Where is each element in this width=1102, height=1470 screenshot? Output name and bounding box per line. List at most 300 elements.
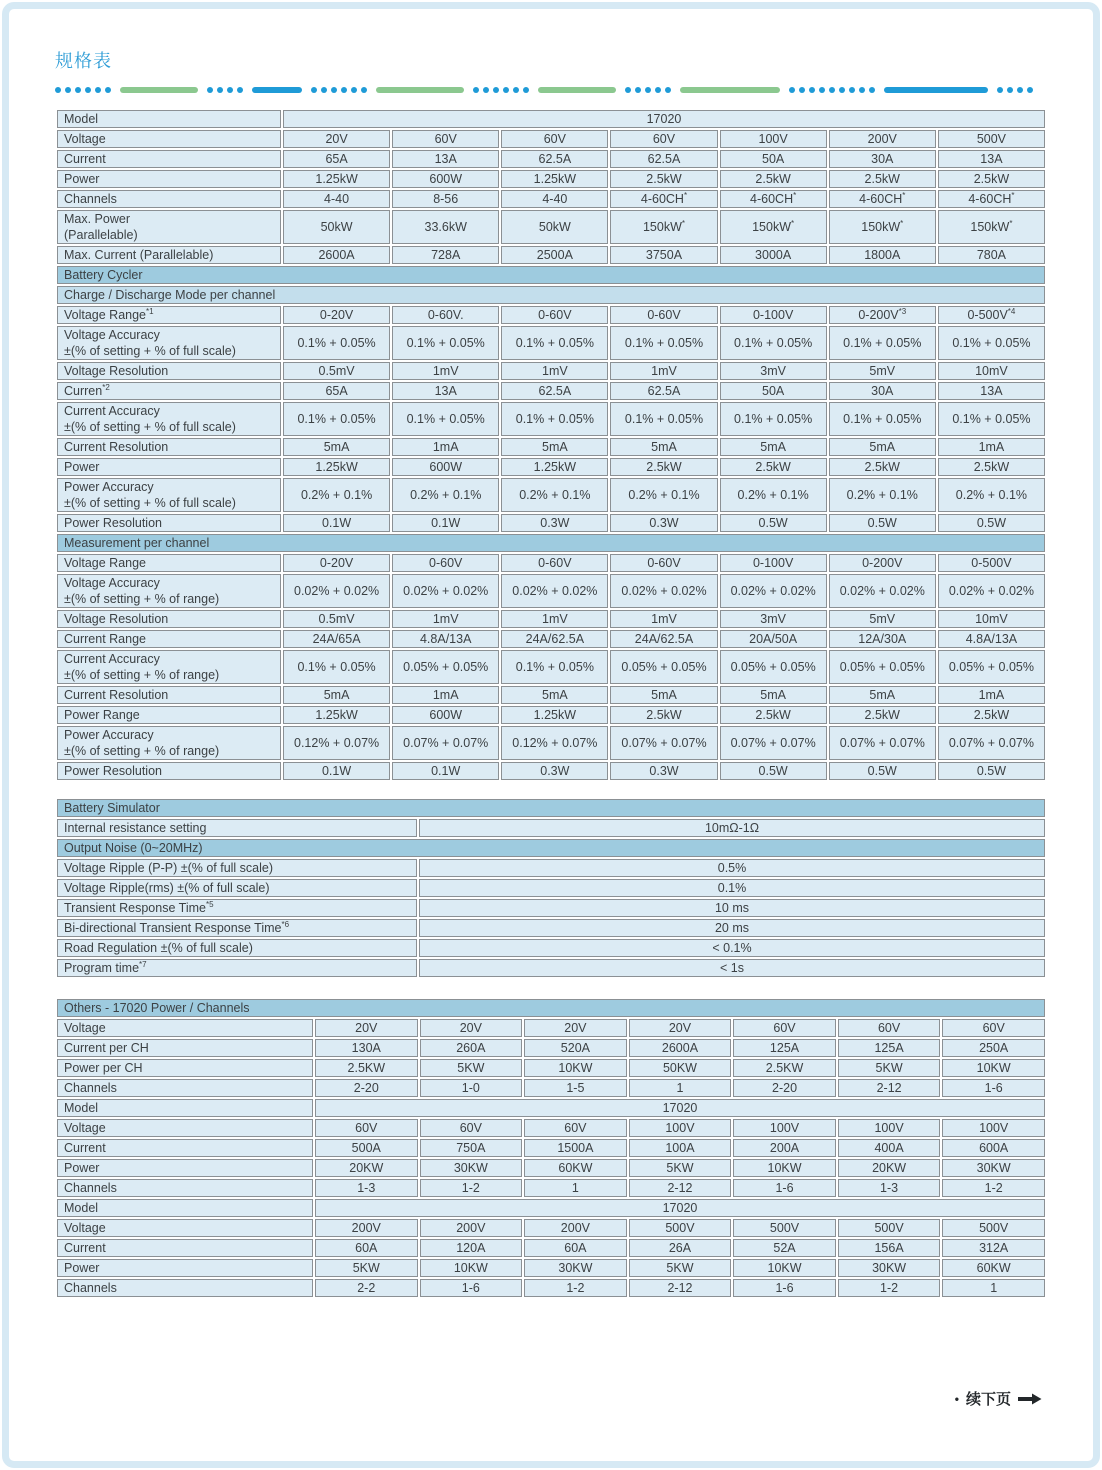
table-row <box>57 630 1045 648</box>
spec-value-cell: 0.1% + 0.05% <box>501 402 608 436</box>
spec-value-cell: 0-60V <box>610 306 717 324</box>
table-row <box>57 839 1045 857</box>
spec-value-cell: 0.1W <box>392 514 499 532</box>
spec-value-cell: 0.07% + 0.07% <box>829 726 936 760</box>
spec-value-cell: 24A/62.5A <box>610 630 717 648</box>
row-label-cell <box>57 959 417 977</box>
cell-text: 4-60CH <box>859 192 903 206</box>
spec-value-cell: 5KW <box>315 1259 418 1277</box>
spec-value-cell: 0-60V <box>501 554 608 572</box>
spec-value-cell: 0.05% + 0.05% <box>720 650 827 684</box>
table-row <box>57 1139 1045 1157</box>
spec-value-cell: 260A <box>420 1039 523 1057</box>
spec-value-cell: 1mA <box>392 438 499 456</box>
row-label-cell <box>57 899 417 917</box>
table-row <box>57 210 1045 244</box>
table-row <box>57 362 1045 380</box>
spec-value-cell: 0-20V <box>283 306 390 324</box>
spec-value-cell: 60V <box>392 130 499 148</box>
cell-text: Power Accuracy <box>64 728 154 742</box>
spec-value-cell: 200V <box>829 130 936 148</box>
spec-value-cell: 0.02% + 0.02% <box>283 574 390 608</box>
spec-value-cell: 0-60V. <box>392 306 499 324</box>
spec-value-cell: 600A <box>942 1139 1045 1157</box>
spec-value-cell: 125A <box>838 1039 941 1057</box>
cell-text: Power Accuracy <box>64 480 154 494</box>
spec-value-cell: 0.1% + 0.05% <box>610 402 717 436</box>
separator-dot <box>473 87 479 93</box>
spec-value-cell: 20KW <box>838 1159 941 1177</box>
spec-value-cell: 250A <box>942 1039 1045 1057</box>
spec-value-cell: 0.1% + 0.05% <box>501 650 608 684</box>
decorative-separator <box>55 86 1049 94</box>
spec-value-cell <box>720 210 827 244</box>
separator-dot <box>523 87 529 93</box>
spec-value-cell: 0.1% + 0.05% <box>829 402 936 436</box>
table-row <box>57 919 1045 937</box>
separator-dot <box>55 87 61 93</box>
spec-value-cell: 8-56 <box>392 190 499 208</box>
cell-text: Bi-directional Transient Response Time <box>64 921 282 935</box>
spec-value-cell: 0.2% + 0.1% <box>501 478 608 512</box>
separator-dot <box>1007 87 1013 93</box>
row-label-cell: Max. Current (Parallelable) <box>57 246 281 264</box>
cell-text-line2: ±(% of setting + % of range) <box>64 744 220 758</box>
row-label-cell: Power <box>57 1159 313 1177</box>
spec-value-cell: 10KW <box>733 1159 836 1177</box>
footnote-marker: * <box>900 218 904 228</box>
spec-value-cell: 10KW <box>420 1259 523 1277</box>
row-label-cell: Current per CH <box>57 1039 313 1057</box>
spec-value-cell: 0.2% + 0.1% <box>720 478 827 512</box>
separator-dot <box>513 87 519 93</box>
spec-value-cell: 0.12% + 0.07% <box>501 726 608 760</box>
table-row <box>57 110 1045 128</box>
spec-value-cell: 0.07% + 0.07% <box>720 726 827 760</box>
separator-dot <box>65 87 71 93</box>
spec-value-cell <box>829 190 936 208</box>
table-row <box>57 610 1045 628</box>
row-label-cell: Current Resolution <box>57 686 281 704</box>
footnote-marker: * <box>793 190 797 200</box>
spec-value-cell: 0.3W <box>501 762 608 780</box>
spec-value-cell: 1-6 <box>420 1279 523 1297</box>
table-row <box>57 819 1045 837</box>
spec-value-cell: 0.02% + 0.02% <box>610 574 717 608</box>
cell-text: Program time <box>64 961 140 975</box>
spec-value-cell: 0.02% + 0.02% <box>392 574 499 608</box>
spec-value-cell: 50A <box>720 382 827 400</box>
spec-value-cell: 200V <box>524 1219 627 1237</box>
separator-dot <box>1017 87 1023 93</box>
separator-dot <box>635 87 641 93</box>
subsection-header: Charge / Discharge Mode per channel <box>57 286 1045 304</box>
table-row <box>57 246 1045 264</box>
cell-text: 4-60CH <box>968 192 1012 206</box>
spec-value-cell: 5KW <box>838 1059 941 1077</box>
table-row <box>57 799 1045 817</box>
spec-value-cell: 20V <box>315 1019 418 1037</box>
spec-value-cell: 60V <box>733 1019 836 1037</box>
merged-value-cell: 17020 <box>315 1099 1045 1117</box>
table-row <box>57 959 1045 977</box>
merged-value-cell: 0.1% <box>419 879 1045 897</box>
spec-value-cell: 0-500V <box>938 554 1045 572</box>
row-label-cell: Power per CH <box>57 1059 313 1077</box>
footnote-marker: *5 <box>205 899 214 909</box>
spec-value-cell: 0.12% + 0.07% <box>283 726 390 760</box>
spec-value-cell: 0.2% + 0.1% <box>283 478 390 512</box>
spec-value-cell: 0-20V <box>283 554 390 572</box>
spec-value-cell: 5mA <box>829 686 936 704</box>
cell-text: Voltage Range <box>64 308 147 322</box>
cell-text-line2: (Parallelable) <box>64 228 138 242</box>
spec-value-cell: 0.5mV <box>283 362 390 380</box>
spec-value-cell: 5KW <box>420 1059 523 1077</box>
spec-value-cell: 2.5kW <box>938 706 1045 724</box>
spec-value-cell: 52A <box>733 1239 836 1257</box>
row-label-cell <box>57 402 281 436</box>
spec-value-cell: 2600A <box>629 1039 732 1057</box>
spec-value-cell: 500V <box>733 1219 836 1237</box>
spec-value-cell: 0.5W <box>829 762 936 780</box>
spec-value-cell: 600W <box>392 706 499 724</box>
spec-value-cell: 2-12 <box>629 1179 732 1197</box>
battery-simulator-table <box>55 797 1047 979</box>
spec-value-cell: 2.5kW <box>829 706 936 724</box>
separator-dot <box>493 87 499 93</box>
separator-dot <box>869 87 875 93</box>
spec-value-cell: 500V <box>942 1219 1045 1237</box>
row-label-cell: Channels <box>57 1179 313 1197</box>
spec-value-cell: 0.5W <box>938 514 1045 532</box>
spec-value-cell: 1-3 <box>838 1179 941 1197</box>
spec-value-cell: 60V <box>501 130 608 148</box>
table-row <box>57 382 1045 400</box>
separator-dot <box>789 87 795 93</box>
spec-value-cell: 13A <box>938 382 1045 400</box>
row-label-cell <box>57 478 281 512</box>
spec-value-cell: 2.5kW <box>610 458 717 476</box>
spec-value-cell: 0.1% + 0.05% <box>283 650 390 684</box>
separator-dot <box>849 87 855 93</box>
separator-dash <box>680 87 780 93</box>
row-label-cell: Voltage Ripple(rms) ±(% of full scale) <box>57 879 417 897</box>
separator-dot <box>859 87 865 93</box>
spec-value-cell <box>938 210 1045 244</box>
spec-value-cell: 2.5kW <box>829 458 936 476</box>
separator-dot <box>503 87 509 93</box>
spec-value-cell: 10mV <box>938 362 1045 380</box>
spec-value-cell: 1 <box>629 1079 732 1097</box>
continued-next-page <box>955 1388 1042 1409</box>
table-row <box>57 879 1045 897</box>
spec-value-cell: 5KW <box>629 1159 732 1177</box>
spec-value-cell: 100V <box>720 130 827 148</box>
spec-value-cell: 65A <box>283 150 390 168</box>
spec-value-cell: 1-5 <box>524 1079 627 1097</box>
spec-value-cell: 1-3 <box>315 1179 418 1197</box>
separator-dot <box>809 87 815 93</box>
spec-value-cell: 100V <box>942 1119 1045 1137</box>
spec-value-cell: 500V <box>838 1219 941 1237</box>
main-spec-table <box>55 108 1047 782</box>
row-label-cell: Model <box>57 1199 313 1217</box>
spec-value-cell: 125A <box>733 1039 836 1057</box>
cell-text: Voltage Accuracy <box>64 576 160 590</box>
cell-text-line2: ±(% of setting + % of full scale) <box>64 496 236 510</box>
spec-value-cell: 33.6kW <box>392 210 499 244</box>
cell-text: 4-60CH <box>750 192 794 206</box>
spec-value-cell: 0.02% + 0.02% <box>829 574 936 608</box>
spec-value-cell: 60V <box>942 1019 1045 1037</box>
footnote-marker: * <box>1009 218 1013 228</box>
table-row <box>57 1219 1045 1237</box>
separator-dot <box>75 87 81 93</box>
separator-dot <box>625 87 631 93</box>
spec-value-cell: 24A/62.5A <box>501 630 608 648</box>
separator-dot <box>217 87 223 93</box>
spec-value-cell: 0.02% + 0.02% <box>938 574 1045 608</box>
spec-value-cell: 0.2% + 0.1% <box>392 478 499 512</box>
row-label-cell: Current <box>57 1139 313 1157</box>
spec-value-cell: 1mV <box>501 362 608 380</box>
spec-value-cell: 200V <box>315 1219 418 1237</box>
merged-value-cell: < 1s <box>419 959 1045 977</box>
spec-value-cell: 1 <box>942 1279 1045 1297</box>
cell-text: Max. Power <box>64 212 130 226</box>
merged-value-cell: 0.5% <box>419 859 1045 877</box>
table-row <box>57 1179 1045 1197</box>
spec-value-cell: 60KW <box>524 1159 627 1177</box>
spec-value-cell: 10mV <box>938 610 1045 628</box>
spec-value-cell <box>938 306 1045 324</box>
row-label-cell: Voltage <box>57 1219 313 1237</box>
spec-value-cell: 0.5mV <box>283 610 390 628</box>
spec-value-cell: 0.1% + 0.05% <box>501 326 608 360</box>
separator-dot <box>483 87 489 93</box>
table-row <box>57 1059 1045 1077</box>
table-row <box>57 554 1045 572</box>
spec-value-cell: 500V <box>938 130 1045 148</box>
spec-value-cell: 0.1% + 0.05% <box>283 402 390 436</box>
spec-value-cell: 1800A <box>829 246 936 264</box>
spec-value-cell: 1500A <box>524 1139 627 1157</box>
spec-value-cell: 2.5KW <box>315 1059 418 1077</box>
spec-value-cell: 600W <box>392 170 499 188</box>
spec-value-cell: 600W <box>392 458 499 476</box>
row-label-cell: Power Resolution <box>57 514 281 532</box>
spec-value-cell: 30KW <box>838 1259 941 1277</box>
spec-value-cell: 30KW <box>942 1159 1045 1177</box>
spec-value-cell: 60V <box>420 1119 523 1137</box>
table-row <box>57 326 1045 360</box>
separator-dash <box>120 87 198 93</box>
table-row <box>57 686 1045 704</box>
spec-value-cell: 26A <box>629 1239 732 1257</box>
row-label-cell: Power Resolution <box>57 762 281 780</box>
table-row <box>57 1039 1045 1057</box>
spec-value-cell: 0.5W <box>829 514 936 532</box>
spec-value-cell: 2.5kW <box>938 170 1045 188</box>
spec-value-cell: 65A <box>283 382 390 400</box>
table-row <box>57 1099 1045 1117</box>
row-label-cell <box>57 306 281 324</box>
spec-value-cell: 1mV <box>610 362 717 380</box>
spec-value-cell: 12A/30A <box>829 630 936 648</box>
spec-value-cell: 2-20 <box>315 1079 418 1097</box>
separator-dot <box>665 87 671 93</box>
spec-value-cell: 1-6 <box>733 1279 836 1297</box>
table-row <box>57 726 1045 760</box>
separator-dash <box>538 87 616 93</box>
spec-value-cell: 2600A <box>283 246 390 264</box>
spec-value-cell: 1.25kW <box>283 170 390 188</box>
cell-text: 4-60CH <box>640 192 684 206</box>
spec-value-cell: 500A <box>315 1139 418 1157</box>
cell-text-line2: ±(% of setting + % of range) <box>64 592 220 606</box>
separator-dot <box>85 87 91 93</box>
spec-value-cell: 2.5kW <box>720 458 827 476</box>
spec-value-cell: 0.1% + 0.05% <box>938 326 1045 360</box>
section-header: Others - 17020 Power / Channels <box>57 999 1045 1017</box>
table-row <box>57 939 1045 957</box>
spec-value-cell: 0-200V <box>829 554 936 572</box>
spec-value-cell: 5mA <box>501 686 608 704</box>
spec-value-cell: 1-2 <box>420 1179 523 1197</box>
others-power-channels-table <box>55 997 1047 1299</box>
spec-value-cell: 3000A <box>720 246 827 264</box>
table-row <box>57 170 1045 188</box>
table-row <box>57 130 1045 148</box>
spec-value-cell: 1mA <box>938 686 1045 704</box>
cell-text-line2: ±(% of setting + % of full scale) <box>64 420 236 434</box>
spec-value-cell: 0-60V <box>610 554 717 572</box>
row-label-cell: Voltage <box>57 1119 313 1137</box>
spec-value-cell: 60V <box>524 1119 627 1137</box>
row-label-cell <box>57 726 281 760</box>
spec-value-cell: 60V <box>838 1019 941 1037</box>
spec-value-cell: 10KW <box>524 1059 627 1077</box>
table-row <box>57 762 1045 780</box>
spec-value-cell: 5mA <box>829 438 936 456</box>
spec-value-cell: 0.5W <box>720 762 827 780</box>
spec-value-cell: 4.8A/13A <box>938 630 1045 648</box>
spec-value-cell: 0.1W <box>283 762 390 780</box>
spec-value-cell: 0.3W <box>610 514 717 532</box>
footnote-marker: *7 <box>139 959 147 969</box>
spec-value-cell: 0.1W <box>283 514 390 532</box>
spec-value-cell: 0.05% + 0.05% <box>610 650 717 684</box>
merged-value-cell: < 0.1% <box>419 939 1045 957</box>
table-row <box>57 706 1045 724</box>
row-label-cell: Voltage Resolution <box>57 610 281 628</box>
row-label-cell: Voltage Resolution <box>57 362 281 380</box>
table-row <box>57 1159 1045 1177</box>
table-row <box>57 1259 1045 1277</box>
spec-value-cell: 0.5W <box>720 514 827 532</box>
spec-value-cell: 0.1% + 0.05% <box>392 402 499 436</box>
spec-value-cell: 0.02% + 0.02% <box>720 574 827 608</box>
table-row <box>57 1019 1045 1037</box>
row-label-cell: Current <box>57 1239 313 1257</box>
spec-value-cell: 1.25kW <box>283 706 390 724</box>
separator-dot <box>645 87 651 93</box>
row-label-cell: Current Resolution <box>57 438 281 456</box>
row-label-cell: Channels <box>57 1279 313 1297</box>
spec-value-cell <box>610 190 717 208</box>
spec-value-cell: 312A <box>942 1239 1045 1257</box>
cell-text: 150kW <box>861 220 901 234</box>
spec-value-cell: 4-40 <box>283 190 390 208</box>
spec-value-cell: 24A/65A <box>283 630 390 648</box>
table-row <box>57 514 1045 532</box>
spec-value-cell: 0.2% + 0.1% <box>610 478 717 512</box>
spec-value-cell: 20V <box>420 1019 523 1037</box>
merged-value-cell: 17020 <box>283 110 1045 128</box>
spec-value-cell: 62.5A <box>501 150 608 168</box>
separator-dot <box>95 87 101 93</box>
spec-value-cell: 1-2 <box>838 1279 941 1297</box>
spec-value-cell: 60A <box>524 1239 627 1257</box>
footnote-marker: * <box>683 190 688 200</box>
separator-dot <box>207 87 213 93</box>
row-label-cell: Voltage <box>57 1019 313 1037</box>
spec-value-cell: 1mA <box>392 686 499 704</box>
table-row <box>57 650 1045 684</box>
spec-value-cell: 2.5KW <box>733 1059 836 1077</box>
spec-value-cell: 2.5kW <box>720 706 827 724</box>
spec-value-cell: 50KW <box>629 1059 732 1077</box>
spec-value-cell <box>829 306 936 324</box>
separator-dot <box>237 87 243 93</box>
row-label-cell: Channels <box>57 190 281 208</box>
cell-text: Transient Response Time <box>64 901 206 915</box>
spec-value-cell: 1 <box>524 1179 627 1197</box>
spec-value-cell: 62.5A <box>610 382 717 400</box>
spec-value-cell: 1mV <box>392 610 499 628</box>
spec-value-cell: 10KW <box>942 1059 1045 1077</box>
separator-dot <box>351 87 357 93</box>
spec-value-cell: 0.2% + 0.1% <box>829 478 936 512</box>
spec-value-cell: 100V <box>838 1119 941 1137</box>
row-label-cell: Power Range <box>57 706 281 724</box>
spec-value-cell: 0.1W <box>392 762 499 780</box>
cell-text: 0-200V <box>858 308 899 322</box>
cell-text: Voltage Accuracy <box>64 328 160 342</box>
footnote-marker: *2 <box>102 382 110 392</box>
cell-text: Current Accuracy <box>64 404 160 418</box>
spec-value-cell: 3750A <box>610 246 717 264</box>
spec-value-cell: 5mA <box>283 438 390 456</box>
spec-value-cell: 2.5kW <box>829 170 936 188</box>
spec-value-cell: 1mV <box>610 610 717 628</box>
row-label-cell <box>57 574 281 608</box>
spec-value-cell: 156A <box>838 1239 941 1257</box>
row-label-cell: Model <box>57 1099 313 1117</box>
spec-value-cell: 1-2 <box>942 1179 1045 1197</box>
spec-value-cell: 2500A <box>501 246 608 264</box>
table-row <box>57 478 1045 512</box>
section-header: Battery Cycler <box>57 266 1045 284</box>
spec-value-cell: 5mA <box>720 438 827 456</box>
table-row <box>57 1199 1045 1217</box>
separator-dot <box>321 87 327 93</box>
cell-text-line2: ±(% of setting + % of range) <box>64 668 220 682</box>
spec-value-cell: 0.5W <box>938 762 1045 780</box>
separator-dash <box>884 87 988 93</box>
separator-dot <box>1027 87 1033 93</box>
